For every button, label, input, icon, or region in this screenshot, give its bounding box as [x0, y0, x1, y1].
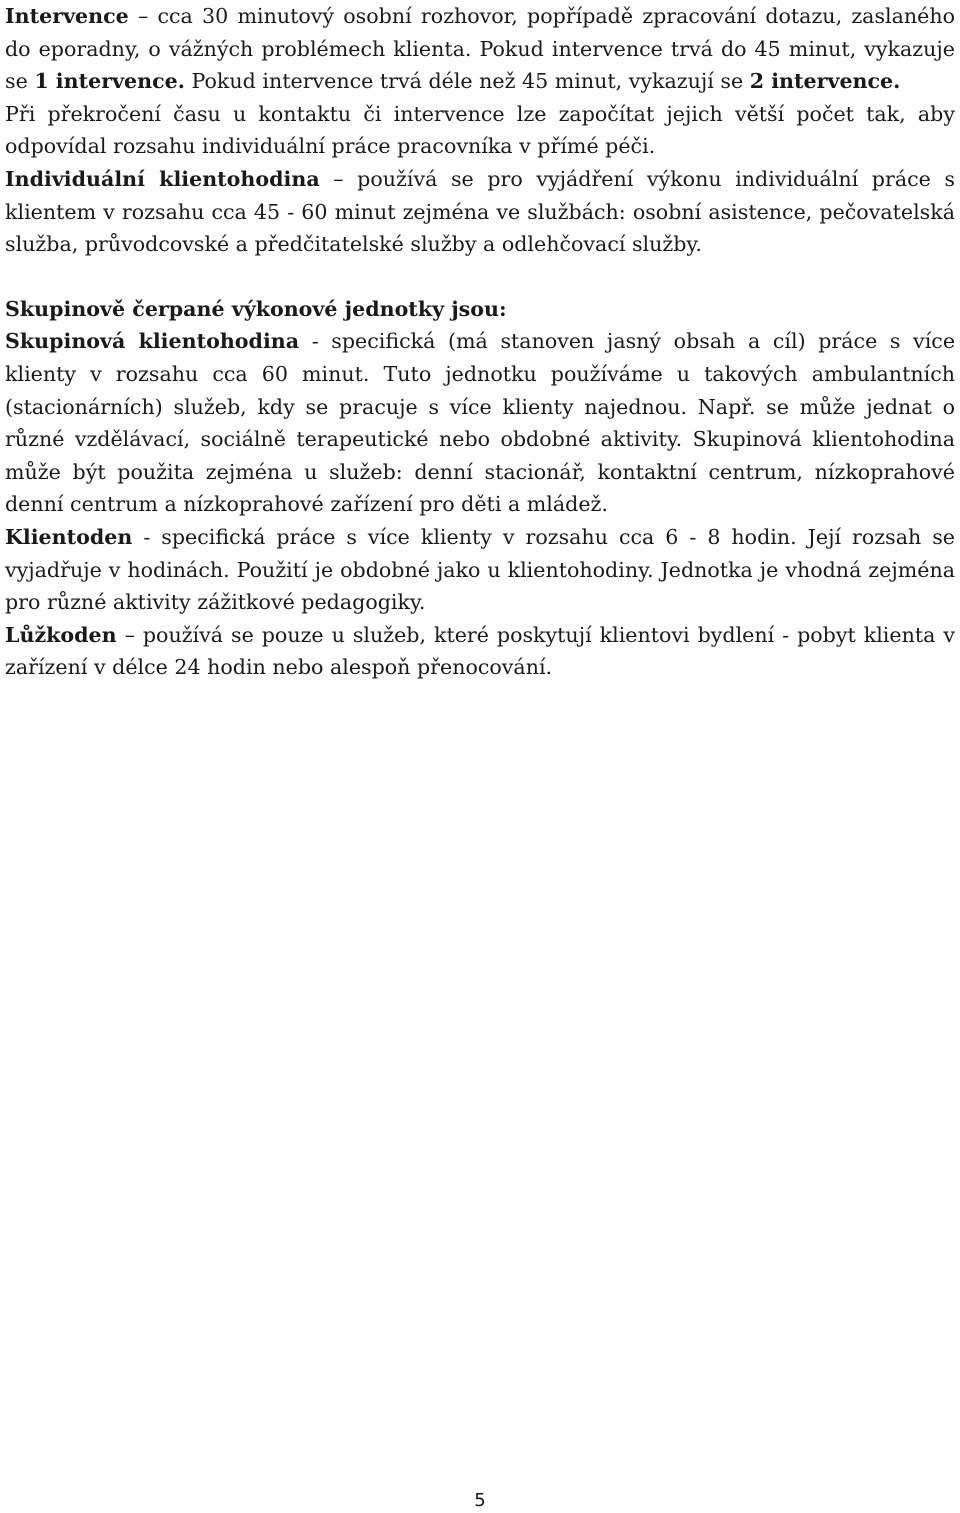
page-number: 5 — [474, 1490, 486, 1511]
individual-hour-text: – používá se pro vyjádření výkonu individuální práce s klientem v rozsahu cca 45 - 60 minut zejména ve službách: osobní asistence, pečovatelská služba, průvodcovské a předčitatelské služby a odlehčovací služby. — [5, 166, 955, 257]
paragraph-bed-day — [5, 619, 955, 684]
intervence-text-2: Pokud intervence trvá déle než 45 minut, vykazují se — [184, 69, 750, 94]
group-hour-text: - specifická (má stanoven jasný obsah a cíl) práce s více klienty v rozsahu cca 60 minut. Tuto jednotku používáme u takových ambulantních (stacionárních) služeb, kdy se pracuje s více klienty najednou. Např. se může jednat o různé vzdělávací, sociálně terapeutické nebo obdobné aktivity. Skupinová klientohodina může být použita zejména u služeb: denní stacionář, kontaktní centrum, nízkoprahové denní centrum a nízkoprahové zařízení pro děti a mládež. — [5, 329, 956, 517]
client-day-text: - specifická práce s více klienty v rozsahu cca 6 - 8 hodin. Její rozsah se vyjadřuje v hodinách. Použití je obdobné jako u klientohodiny. Jednotka je vhodná zejména pro různé aktivity zážitkové pedagogiky. — [5, 524, 955, 615]
paragraph-individual-hour — [5, 163, 955, 261]
paragraph-note: Při překročení času u kontaktu či intervence lze započítat jejich větší počet tak, aby odpovídal rozsahu individuální práce pracovníka v přímé péči. — [5, 101, 955, 159]
paragraph-intervence — [5, 0, 955, 98]
document-body — [5, 0, 955, 684]
term-individual-hour: Individuální klientohodina — [5, 166, 320, 191]
bed-day-text: – používá se pouze u služeb, které poskytují klientovi bydlení - pobyt klienta v zařízení v délce 24 hodin nebo alespoň přenocování. — [5, 622, 955, 680]
group-units-heading: Skupinově čerpané výkonové jednotky jsou: — [5, 296, 507, 321]
paragraph-group-hour — [5, 325, 955, 521]
paragraph-client-day — [5, 521, 955, 619]
intervence-bold-1: 1 intervence. — [34, 69, 185, 94]
term-intervence: Intervence — [5, 4, 129, 28]
term-group-hour: Skupinová klientohodina — [5, 329, 300, 354]
term-client-day: Klientoden — [5, 524, 133, 549]
intervence-text-1: – cca 30 minutový osobní rozhovor, popřípadě zpracování dotazu, zaslaného do eporadny, o vážných problémech klienta. Pokud intervence trvá do 45 minut, vykazuje se — [5, 4, 955, 94]
intervence-bold-2: 2 intervence. — [749, 69, 901, 94]
term-bed-day: Lůžkoden — [5, 622, 117, 647]
